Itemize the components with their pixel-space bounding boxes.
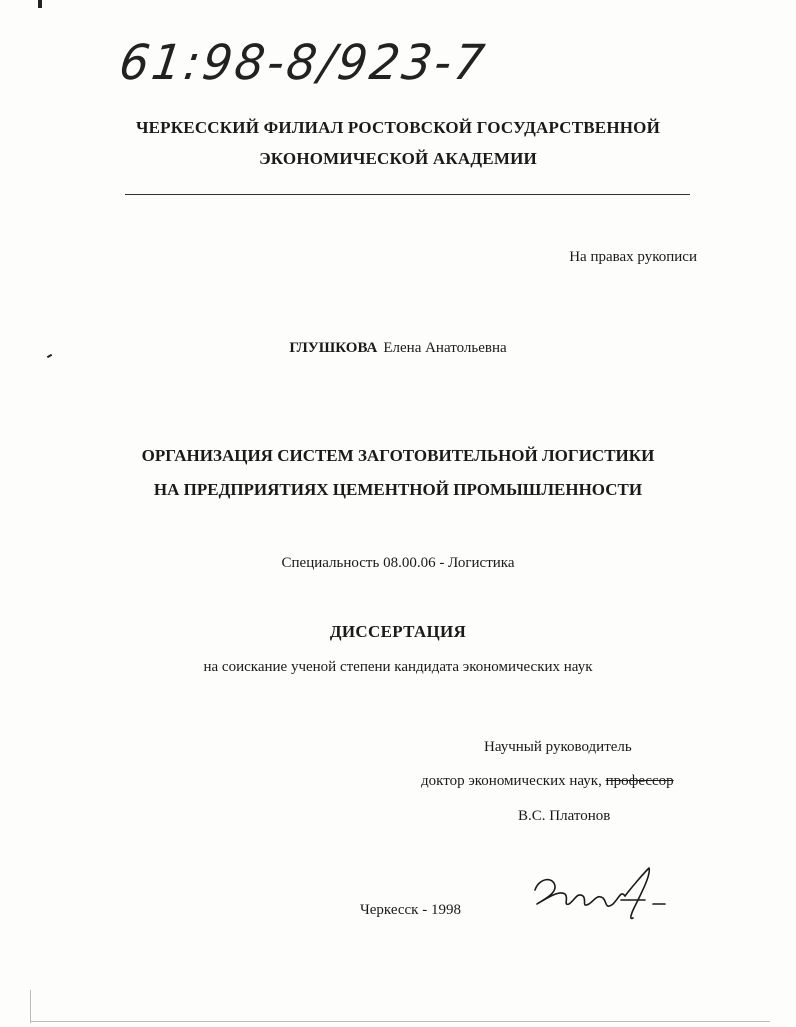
scan-mark-top [38, 0, 42, 8]
institution-line-2: ЭКОНОМИЧЕСКОЙ АКАДЕМИИ [259, 149, 537, 168]
institution-line-1: ЧЕРКЕССКИЙ ФИЛИАЛ РОСТОВСКОЙ ГОСУДАРСТВЕННОЙ [135, 118, 661, 137]
dissertation-title-line-1: ОРГАНИЗАЦИЯ СИСТЕМ ЗАГОТОВИТЕЛЬНОЙ ЛОГИСТИКИ [141, 446, 655, 465]
author [0, 340, 796, 357]
supervisor-signature [525, 860, 675, 930]
supervisor-rank-degree: доктор экономических наук, [421, 773, 606, 789]
author-given-names: Елена Анатольевна [383, 340, 507, 356]
document-type: ДИССЕРТАЦИЯ [329, 622, 467, 641]
archive-code-text: 61:98-8/923-7 [116, 33, 491, 91]
header-divider [125, 194, 690, 195]
degree-statement: на соискание ученой степени кандидата экономических наук [203, 659, 593, 675]
scan-frame-left [30, 990, 31, 1023]
supervisor-rank-title: профессор [605, 773, 674, 789]
place-and-year: Черкесск - 1998 [360, 902, 461, 918]
rights-note: На правах рукописи [569, 249, 697, 265]
dissertation-title-line-2: НА ПРЕДПРИЯТИЯХ ЦЕМЕНТНОЙ ПРОМЫШЛЕННОСТИ [153, 480, 643, 499]
scan-frame-bottom [30, 1021, 770, 1022]
supervisor-name: В.С. Платонов [518, 808, 611, 824]
supervisor-rank [421, 773, 674, 790]
supervisor-role: Научный руководитель [484, 739, 632, 755]
specialty: Специальность 08.00.06 - Логистика [281, 555, 515, 571]
author-surname: ГЛУШКОВА [289, 340, 378, 356]
archive-code-handwritten [116, 22, 491, 102]
